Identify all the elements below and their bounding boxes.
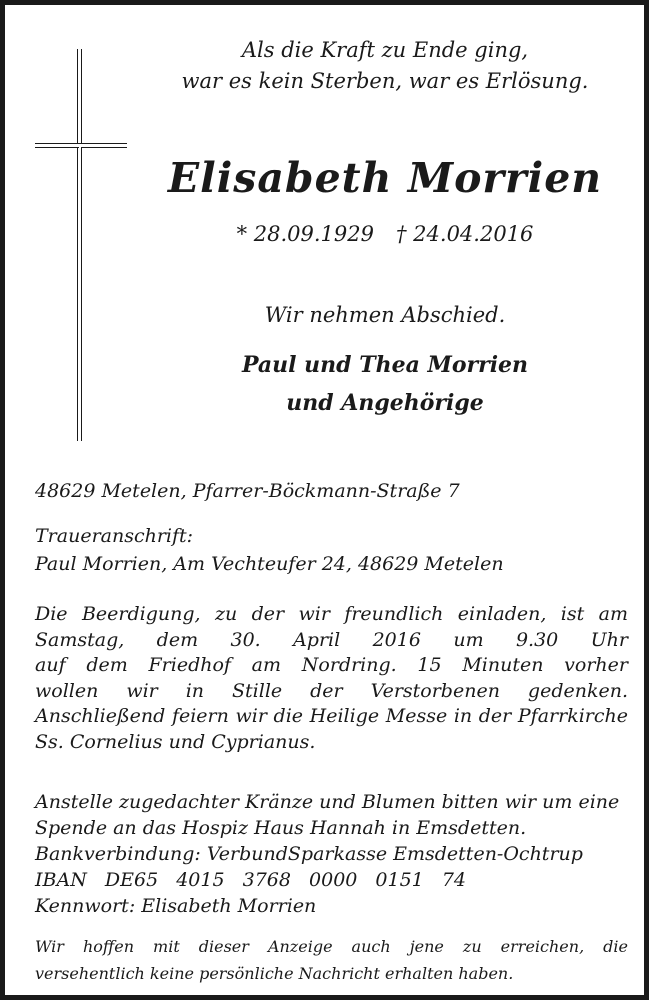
funeral-line-1: Die Beerdigung, zu der wir freundlich einladen, ist am: [35, 603, 628, 625]
farewell-text: Wir nehmen Abschied.: [264, 303, 506, 327]
donation-line-1: Anstelle zugedachter Kränze und Blumen bitten wir um eine: [35, 791, 620, 813]
cross-vertical-beam: [77, 49, 82, 441]
mourning-contact: [35, 522, 628, 578]
verse-line-1: Als die Kraft zu Ende ging,: [241, 38, 529, 62]
donation-keyword: Kennwort: Elisabeth Morrien: [35, 895, 317, 917]
life-dates: [155, 219, 615, 249]
memorial-verse: [155, 35, 615, 97]
iban-line: [35, 867, 628, 893]
mourners: [155, 346, 615, 422]
closing-line-1: Wir hoffen mit dieser Anzeige auch jene zu erreichen, die: [35, 937, 628, 956]
funeral-line-3: auf dem Friedhof am Nordring. 15 Minuten vorher: [35, 654, 628, 676]
iban-group: 4015: [176, 869, 225, 891]
iban-group: 0000: [309, 869, 358, 891]
cross-horizontal-beam: [35, 143, 127, 148]
donation-request: [35, 789, 628, 919]
iban-group: 3768: [242, 869, 291, 891]
funeral-line-2: Samstag, dem 30. April 2016 um 9.30 Uhr: [35, 628, 628, 651]
funeral-line-6: Ss. Cornelius und Cyprianus.: [35, 730, 316, 753]
donation-line-2: Spende an das Hospiz Haus Hannah in Emsdetten.: [35, 817, 527, 839]
bank-details: Bankverbindung: VerbundSparkasse Emsdetten-Ochtrup: [35, 843, 583, 865]
address-line: 48629 Metelen, Pfarrer-Böckmann-Straße 7: [35, 480, 460, 502]
mourners-line-2: und Angehörige: [286, 390, 484, 416]
closing-note: [35, 933, 628, 987]
iban-group: DE65: [104, 869, 159, 891]
contact-address: Paul Morrien, Am Vechteufer 24, 48629 Metelen: [35, 553, 504, 575]
residence-address: [35, 477, 628, 505]
iban-group: 0151: [375, 869, 424, 891]
funeral-details: [35, 602, 628, 755]
death-date: † 24.04.2016: [396, 222, 534, 246]
deceased-name: Elisabeth Morrien: [167, 154, 603, 202]
iban-group: 74: [441, 869, 467, 891]
verse-line-2: war es kein Sterben, war es Erlösung.: [181, 69, 589, 93]
mourners-line-1: Paul und Thea Morrien: [241, 352, 529, 378]
cross-icon: [35, 49, 127, 441]
birth-date: * 28.09.1929: [236, 222, 374, 246]
closing-line-2: versehentlich keine persönliche Nachricht erhalten haben.: [35, 964, 514, 983]
funeral-line-4: wollen wir in Stille der Verstorbenen gedenken.: [35, 679, 628, 702]
funeral-line-5: Anschließend feiern wir die Heilige Messe in der Pfarrkirche: [35, 705, 628, 727]
cross-joint: [79, 144, 81, 148]
iban-label: IBAN: [35, 869, 87, 891]
contact-label: Traueranschrift:: [35, 525, 194, 547]
